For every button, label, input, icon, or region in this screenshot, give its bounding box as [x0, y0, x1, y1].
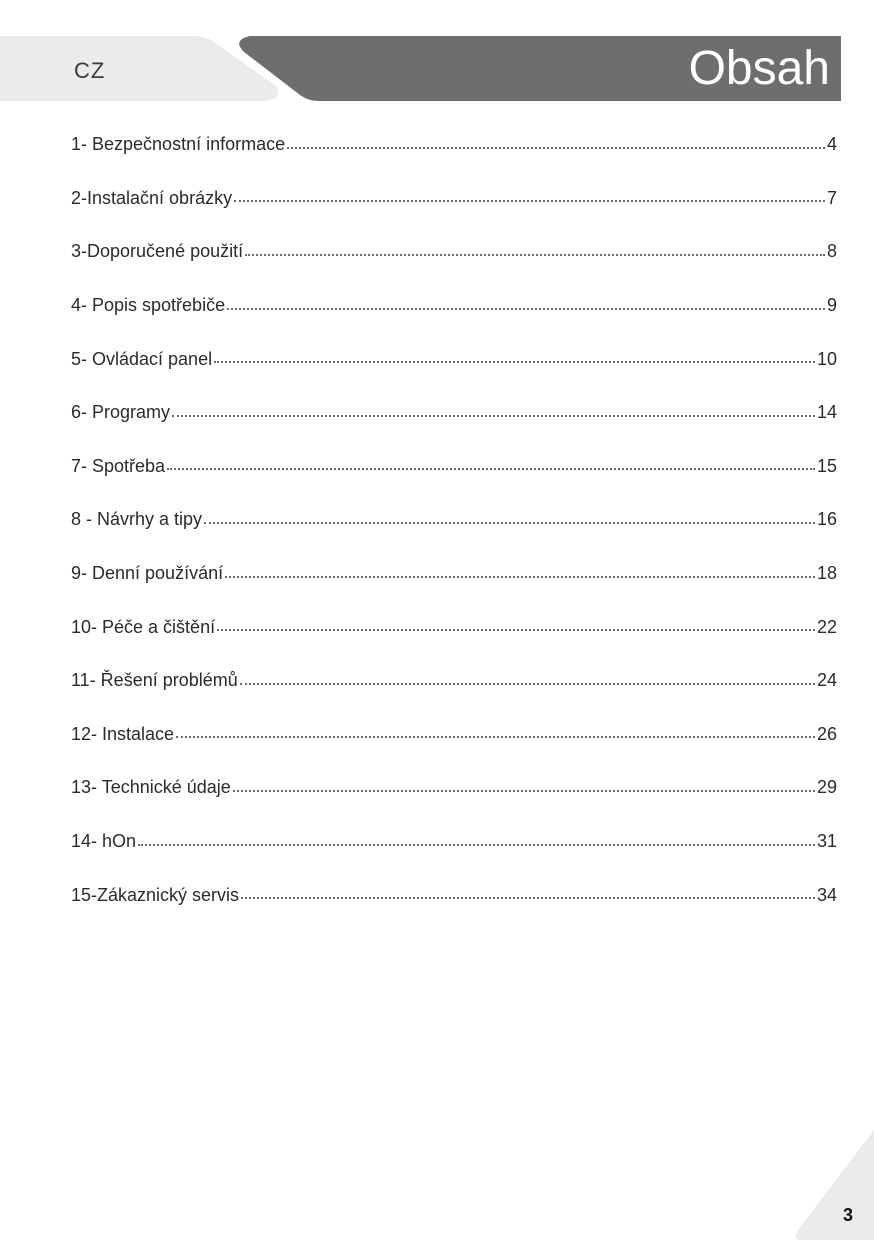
- toc-dot-leader: [225, 576, 815, 578]
- toc-entry[interactable]: [71, 547, 837, 601]
- toc-entry[interactable]: [71, 654, 837, 708]
- toc-entry-label: 10- Péče a čištění: [71, 616, 216, 637]
- toc-dot-leader: [233, 790, 815, 792]
- language-code: CZ: [74, 58, 106, 83]
- header-light-tab: [0, 36, 278, 101]
- toc-entry-page: 18: [816, 563, 837, 584]
- toc-entry-label: 9- Denní používání: [71, 563, 224, 584]
- toc-entry-page: 14: [816, 402, 837, 423]
- toc-entry-label: 15-Zákaznický servis: [71, 884, 240, 905]
- toc-entry-page: 15: [816, 455, 837, 476]
- toc-entry-page: 10: [816, 348, 837, 369]
- table-of-contents: [71, 118, 837, 922]
- toc-entry-page: 9: [826, 295, 837, 316]
- toc-dot-leader: [240, 683, 815, 685]
- toc-dot-leader: [227, 308, 825, 310]
- toc-entry-label: 5- Ovládací panel: [71, 348, 213, 369]
- toc-entry[interactable]: [71, 761, 837, 815]
- toc-entry[interactable]: [71, 600, 837, 654]
- toc-entry-page: 8: [826, 241, 837, 262]
- toc-entry-page: 4: [826, 134, 837, 155]
- toc-entry-label: 1- Bezpečnostní informace: [71, 134, 286, 155]
- toc-entry[interactable]: [71, 172, 837, 226]
- toc-entry-label: 12- Instalace: [71, 723, 175, 744]
- page-number: 3: [842, 1205, 853, 1225]
- toc-entry[interactable]: [71, 493, 837, 547]
- page-corner: [794, 1130, 874, 1240]
- toc-dot-leader: [234, 200, 825, 202]
- toc-entry-page: 24: [816, 670, 837, 691]
- toc-entry-page: 26: [816, 723, 837, 744]
- toc-entry-label: 13- Technické údaje: [71, 777, 231, 798]
- toc-entry-page: 16: [816, 509, 837, 530]
- toc-dot-leader: [241, 897, 815, 899]
- toc-entry-label: 6- Programy: [71, 402, 171, 423]
- toc-entry-label: 11- Řešení problémů: [71, 670, 238, 691]
- toc-entry[interactable]: [71, 225, 837, 279]
- toc-entry[interactable]: [71, 815, 837, 869]
- toc-dot-leader: [245, 254, 825, 256]
- toc-dot-leader: [217, 629, 815, 631]
- toc-entry-label: 7- Spotřeba: [71, 455, 166, 476]
- toc-dot-leader: [287, 147, 825, 149]
- toc-entry[interactable]: [71, 440, 837, 494]
- toc-entry-label: 14- hOn: [71, 831, 137, 852]
- toc-entry-page: 22: [816, 616, 837, 637]
- toc-entry[interactable]: [71, 279, 837, 333]
- toc-entry[interactable]: [71, 118, 837, 172]
- toc-dot-leader: [214, 361, 815, 363]
- toc-entry-page: 34: [816, 884, 837, 905]
- toc-dot-leader: [172, 415, 815, 417]
- toc-entry[interactable]: [71, 332, 837, 386]
- toc-entry-page: 31: [816, 831, 837, 852]
- toc-dot-leader: [167, 468, 815, 470]
- page-title: Obsah: [688, 42, 830, 95]
- toc-dot-leader: [204, 522, 815, 524]
- toc-entry[interactable]: [71, 386, 837, 440]
- toc-entry[interactable]: [71, 868, 837, 922]
- toc-entry-page: 7: [826, 187, 837, 208]
- toc-dot-leader: [138, 844, 815, 846]
- toc-entry-label: 3-Doporučené použití: [71, 241, 244, 262]
- toc-entry-label: 4- Popis spotřebiče: [71, 295, 226, 316]
- toc-entry-page: 29: [816, 777, 837, 798]
- toc-dot-leader: [176, 736, 815, 738]
- toc-entry-label: 2-Instalační obrázky: [71, 187, 233, 208]
- toc-entry[interactable]: [71, 708, 837, 762]
- toc-entry-label: 8 - Návrhy a tipy: [71, 509, 203, 530]
